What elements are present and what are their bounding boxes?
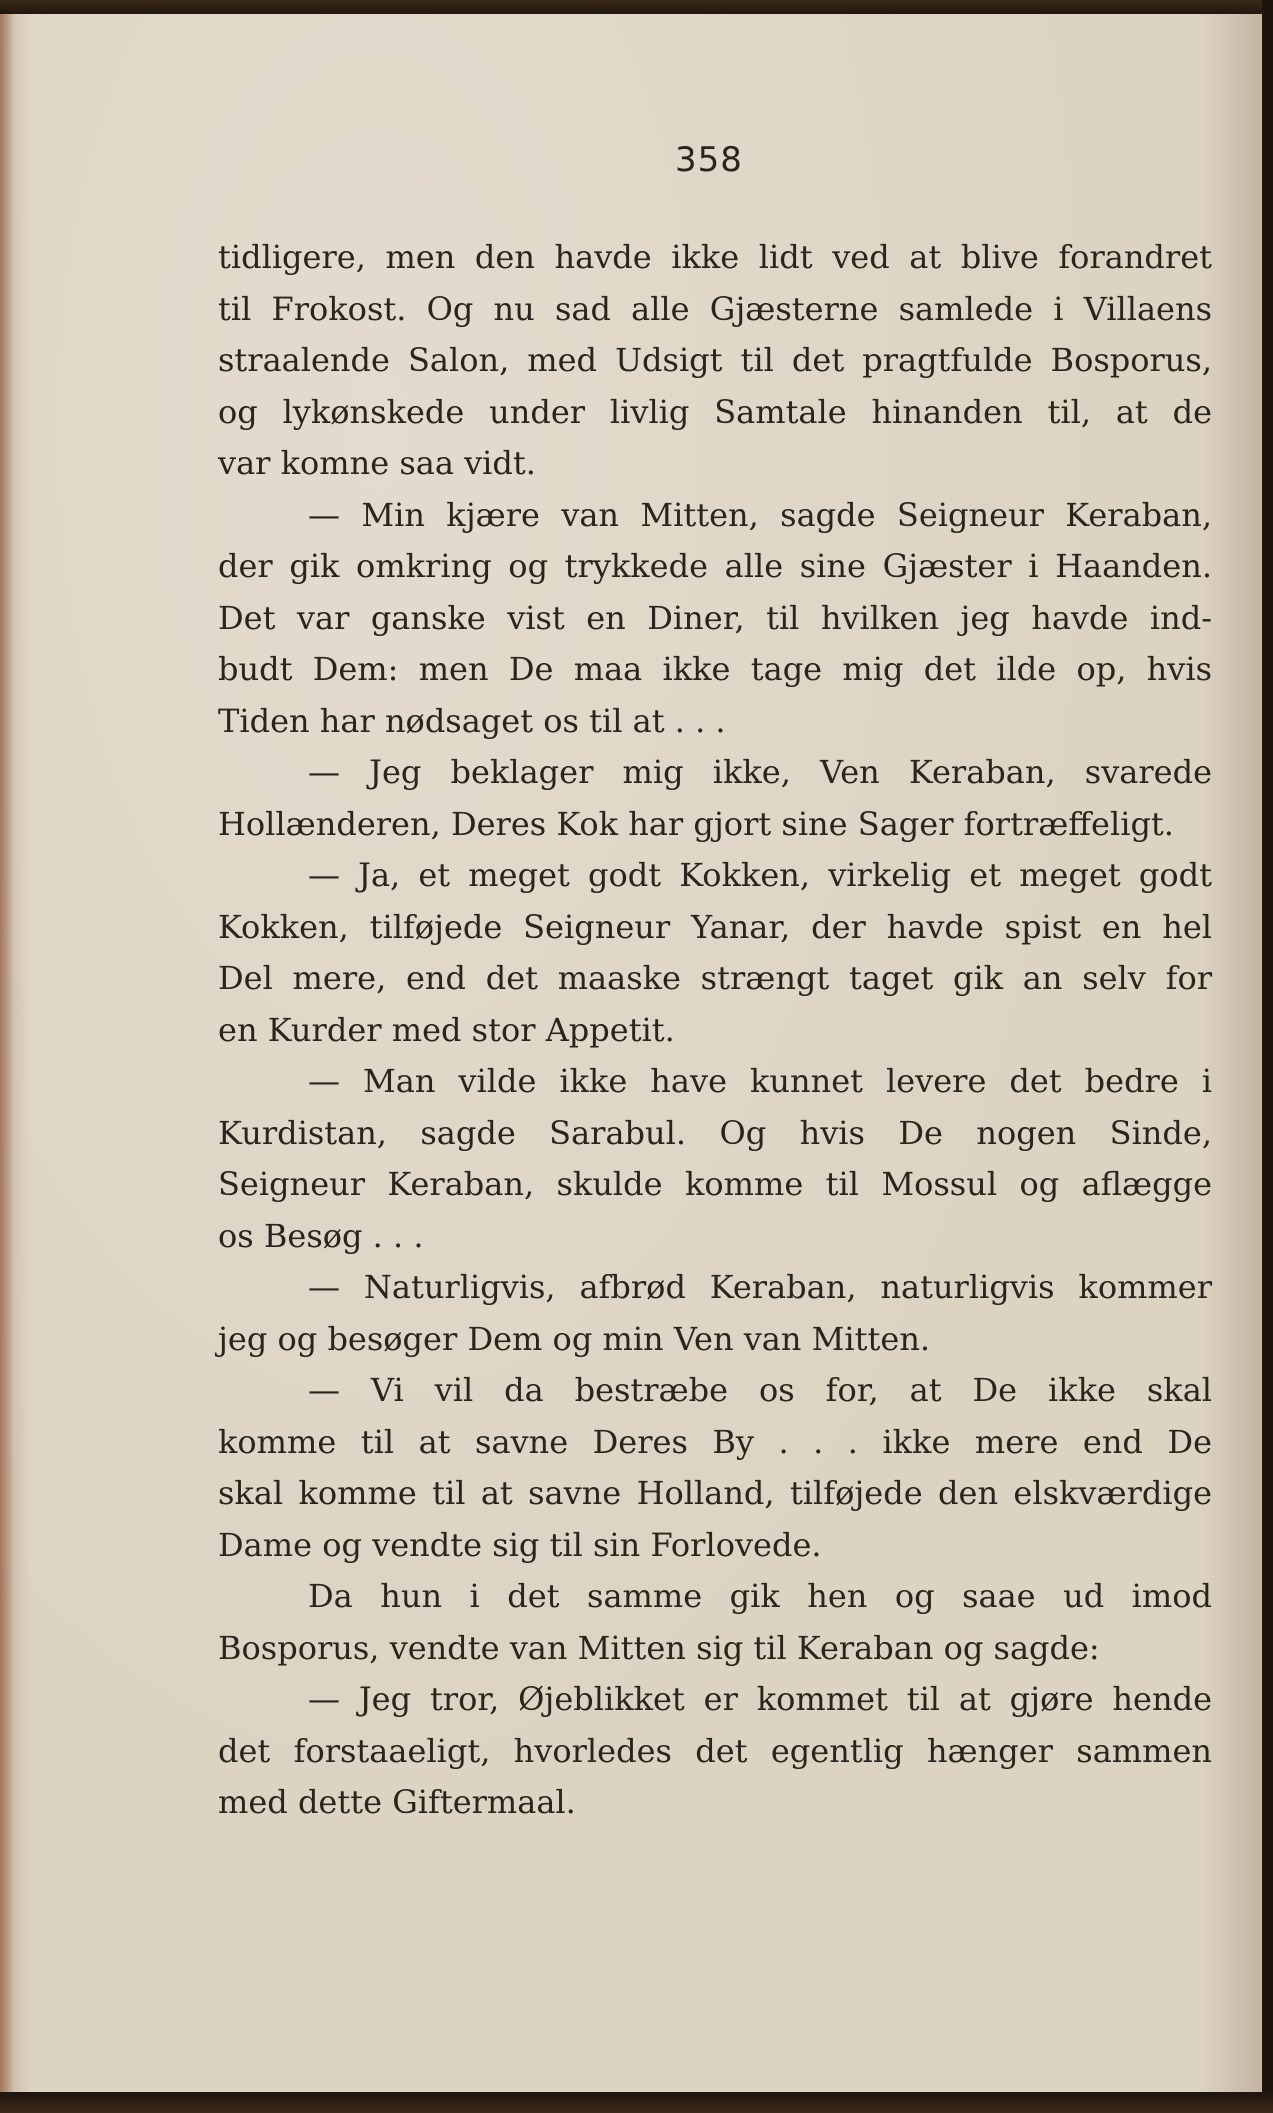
text-line: Tiden har nødsaget os til at . . . [218, 701, 726, 740]
page-bottom-edge [0, 2092, 1273, 2113]
page-number: 358 [675, 140, 743, 180]
text-line: til Frokost. Og nu sad alle Gjæsterne samlede i Villaens [218, 289, 1212, 328]
text-line: Bosporus, vendte van Mitten sig til Keraban og sagde: [218, 1628, 1100, 1667]
page-right-edge [1262, 0, 1273, 2113]
text-line: med dette Giftermaal. [218, 1783, 576, 1821]
text-line: der gik omkring og trykkede alle sine Gjæster i Haanden. [218, 547, 1212, 585]
text-line: Hollænderen, Deres Kok har gjort sine Sager fortræffeligt. [218, 804, 1174, 843]
text-line: — Vi vil da bestræbe os for, at De ikke skal [308, 1371, 1212, 1409]
text-line: Dame og vendte sig til sin Forlovede. [218, 1525, 822, 1564]
text-line: Del mere, end det maaske strængt taget gik an selv for [218, 959, 1212, 997]
text-line: var komne saa vidt. [218, 444, 536, 482]
page-gutter-shadow [0, 14, 14, 2094]
text-line: Da hun i det samme gik hen og saae ud imod [308, 1577, 1212, 1615]
text-line: det forstaaeligt, hvorledes det egentlig hænger sammen [218, 1731, 1212, 1770]
text-line: og lykønskede under livlig Samtale hinanden til, at de [218, 392, 1212, 431]
text-line: — Jeg tror, Øjeblikket er kommet til at gjøre hende [308, 1680, 1212, 1718]
text-line: en Kurder med stor Appetit. [218, 1010, 675, 1049]
text-line: Seigneur Keraban, skulde komme til Mossul og aflægge [218, 1165, 1212, 1203]
text-line: — Min kjære van Mitten, sagde Seigneur Keraban, [308, 495, 1212, 534]
text-line: komme til at savne Deres By . . . ikke mere end De [218, 1422, 1212, 1461]
text-line: skal komme til at savne Holland, tilføjede den elskværdige [218, 1474, 1212, 1512]
body-text [218, 232, 1212, 1829]
text-line: — Naturligvis, afbrød Keraban, naturligvis kommer [308, 1268, 1212, 1306]
text-line: — Ja, et meget godt Kokken, virkelig et meget godt [308, 856, 1212, 894]
text-line: straalende Salon, med Udsigt til det pragtfulde Bosporus, [218, 341, 1212, 379]
text-line: Kurdistan, sagde Sarabul. Og hvis De nogen Sinde, [218, 1113, 1212, 1152]
text-line: — Man vilde ikke have kunnet levere det bedre i [308, 1062, 1212, 1100]
text-line: — Jeg beklager mig ikke, Ven Keraban, svarede [308, 753, 1212, 791]
text-line: budt Dem: men De maa ikke tage mig det ilde op, hvis [218, 650, 1212, 688]
text-line: tidligere, men den havde ikke lidt ved at blive forandret [218, 238, 1212, 276]
text-line: Kokken, tilføjede Seigneur Yanar, der havde spist en hel [218, 907, 1212, 946]
text-line: jeg og besøger Dem og min Ven van Mitten. [218, 1319, 931, 1358]
text-line: Det var ganske vist en Diner, til hvilken jeg havde ind- [218, 598, 1212, 637]
text-line: os Besøg . . . [218, 1216, 424, 1255]
